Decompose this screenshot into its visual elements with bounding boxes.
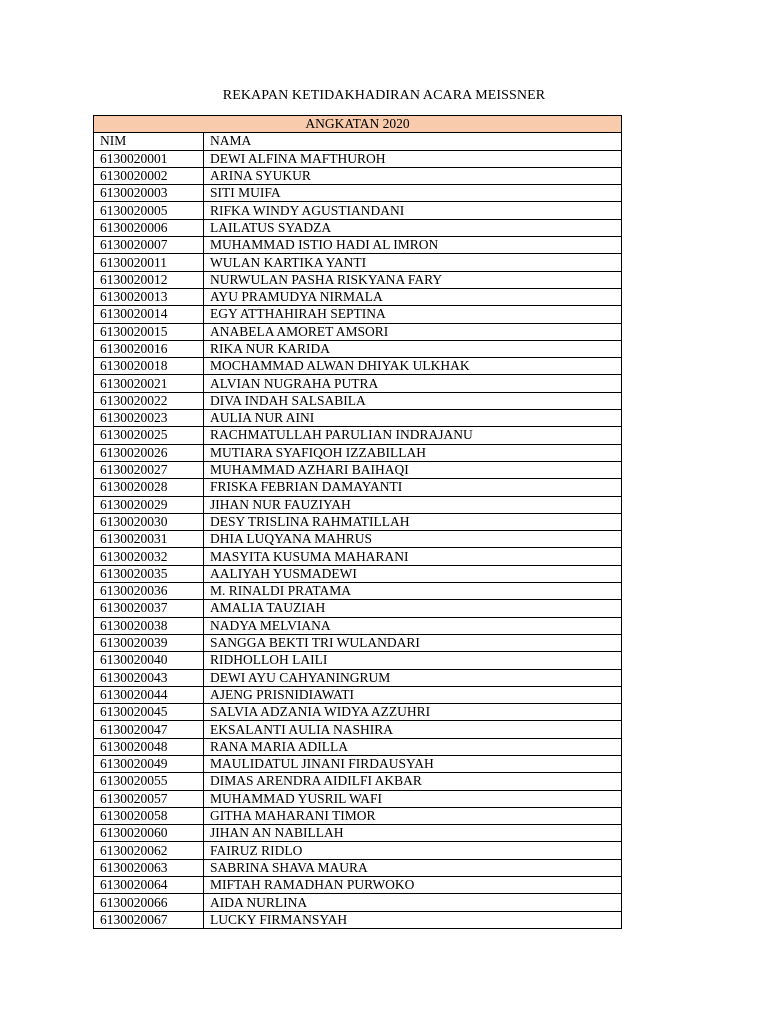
nim-cell: 6130020016	[94, 340, 204, 357]
nim-cell: 6130020026	[94, 444, 204, 461]
table-row	[94, 479, 622, 496]
nim-cell: 6130020021	[94, 375, 204, 392]
table-row	[94, 669, 622, 686]
nama-cell: ALVIAN NUGRAHA PUTRA	[204, 375, 622, 392]
nama-cell: AJENG PRISNIDIAWATI	[204, 686, 622, 703]
table-row	[94, 704, 622, 721]
group-header: ANGKATAN 2020	[94, 116, 622, 133]
nim-cell: 6130020040	[94, 652, 204, 669]
nama-cell: DESY TRISLINA RAHMATILLAH	[204, 513, 622, 530]
nim-cell: 6130020025	[94, 427, 204, 444]
nama-cell: RANA MARIA ADILLA	[204, 738, 622, 755]
table-row	[94, 790, 622, 807]
table-row	[94, 617, 622, 634]
column-header-nim: NIM	[94, 133, 204, 150]
nim-cell: 6130020030	[94, 513, 204, 530]
nama-cell: AMALIA TAUZIAH	[204, 600, 622, 617]
nim-cell: 6130020036	[94, 583, 204, 600]
table-row	[94, 219, 622, 236]
nim-cell: 6130020028	[94, 479, 204, 496]
nama-cell: RIFKA WINDY AGUSTIANDANI	[204, 202, 622, 219]
table-row	[94, 461, 622, 478]
table-row	[94, 496, 622, 513]
nim-cell: 6130020047	[94, 721, 204, 738]
nama-cell: AALIYAH YUSMADEWI	[204, 565, 622, 582]
nim-cell: 6130020007	[94, 237, 204, 254]
table-row	[94, 548, 622, 565]
nim-cell: 6130020032	[94, 548, 204, 565]
nama-cell: DIVA INDAH SALSABILA	[204, 392, 622, 409]
table-row	[94, 410, 622, 427]
nama-cell: EGY ATTHAHIRAH SEPTINA	[204, 306, 622, 323]
nama-cell: ANABELA AMORET AMSORI	[204, 323, 622, 340]
nama-cell: RIKA NUR KARIDA	[204, 340, 622, 357]
nim-cell: 6130020012	[94, 271, 204, 288]
table-body	[94, 150, 622, 928]
nama-cell: FAIRUZ RIDLO	[204, 842, 622, 859]
nama-cell: DIMAS ARENDRA AIDILFI AKBAR	[204, 773, 622, 790]
table-row	[94, 427, 622, 444]
table-row	[94, 358, 622, 375]
table-row	[94, 513, 622, 530]
nama-cell: MUHAMMAD ISTIO HADI AL IMRON	[204, 237, 622, 254]
nama-cell: MIFTAH RAMADHAN PURWOKO	[204, 877, 622, 894]
nim-cell: 6130020035	[94, 565, 204, 582]
nim-cell: 6130020015	[94, 323, 204, 340]
table-row	[94, 444, 622, 461]
nama-cell: SABRINA SHAVA MAURA	[204, 859, 622, 876]
nama-cell: NURWULAN PASHA RISKYANA FARY	[204, 271, 622, 288]
table-row	[94, 167, 622, 184]
nama-cell: AYU PRAMUDYA NIRMALA	[204, 288, 622, 305]
table-row	[94, 306, 622, 323]
attendance-table	[93, 115, 622, 929]
nim-cell: 6130020029	[94, 496, 204, 513]
table-row	[94, 375, 622, 392]
nim-cell: 6130020031	[94, 531, 204, 548]
nim-cell: 6130020005	[94, 202, 204, 219]
nim-cell: 6130020003	[94, 185, 204, 202]
nama-cell: NADYA MELVIANA	[204, 617, 622, 634]
nim-cell: 6130020049	[94, 755, 204, 772]
nama-cell: ARINA SYUKUR	[204, 167, 622, 184]
nama-cell: SANGGA BEKTI TRI WULANDARI	[204, 634, 622, 651]
nim-cell: 6130020058	[94, 807, 204, 824]
nim-cell: 6130020011	[94, 254, 204, 271]
nama-cell: GITHA MAHARANI TIMOR	[204, 807, 622, 824]
nim-cell: 6130020055	[94, 773, 204, 790]
table-row	[94, 531, 622, 548]
table-row	[94, 652, 622, 669]
nim-cell: 6130020062	[94, 842, 204, 859]
nim-cell: 6130020038	[94, 617, 204, 634]
table-row	[94, 288, 622, 305]
nim-cell: 6130020002	[94, 167, 204, 184]
page-title: REKAPAN KETIDAKHADIRAN ACARA MEISSNER	[222, 88, 546, 103]
table-row	[94, 392, 622, 409]
nama-cell: AULIA NUR AINI	[204, 410, 622, 427]
nama-cell: MUHAMMAD AZHARI BAIHAQI	[204, 461, 622, 478]
nim-cell: 6130020027	[94, 461, 204, 478]
nama-cell: SITI MUIFA	[204, 185, 622, 202]
table-row	[94, 340, 622, 357]
nim-cell: 6130020063	[94, 859, 204, 876]
nama-cell: MAULIDATUL JINANI FIRDAUSYAH	[204, 755, 622, 772]
nama-cell: EKSALANTI AULIA NASHIRA	[204, 721, 622, 738]
nama-cell: DEWI AYU CAHYANINGRUM	[204, 669, 622, 686]
nim-cell: 6130020039	[94, 634, 204, 651]
nim-cell: 6130020001	[94, 150, 204, 167]
table-row	[94, 807, 622, 824]
nama-cell: MASYITA KUSUMA MAHARANI	[204, 548, 622, 565]
nim-cell: 6130020067	[94, 911, 204, 928]
table-row	[94, 825, 622, 842]
nama-cell: WULAN KARTIKA YANTI	[204, 254, 622, 271]
nim-cell: 6130020045	[94, 704, 204, 721]
nim-cell: 6130020013	[94, 288, 204, 305]
table-row	[94, 721, 622, 738]
table-row	[94, 583, 622, 600]
nim-cell: 6130020022	[94, 392, 204, 409]
nama-cell: AIDA NURLINA	[204, 894, 622, 911]
nama-cell: MUTIARA SYAFIQOH IZZABILLAH	[204, 444, 622, 461]
nama-cell: SALVIA ADZANIA WIDYA AZZUHRI	[204, 704, 622, 721]
table-row	[94, 185, 622, 202]
nama-cell: LAILATUS SYADZA	[204, 219, 622, 236]
table-row	[94, 254, 622, 271]
nama-cell: M. RINALDI PRATAMA	[204, 583, 622, 600]
nama-cell: DHIA LUQYANA MAHRUS	[204, 531, 622, 548]
nim-cell: 6130020023	[94, 410, 204, 427]
nama-cell: RACHMATULLAH PARULIAN INDRAJANU	[204, 427, 622, 444]
column-header-nama: NAMA	[204, 133, 622, 150]
table-row	[94, 323, 622, 340]
nim-cell: 6130020006	[94, 219, 204, 236]
nama-cell: LUCKY FIRMANSYAH	[204, 911, 622, 928]
table-row	[94, 237, 622, 254]
nim-cell: 6130020066	[94, 894, 204, 911]
table-row	[94, 773, 622, 790]
nama-cell: JIHAN AN NABILLAH	[204, 825, 622, 842]
table-row	[94, 150, 622, 167]
nama-cell: FRISKA FEBRIAN DAMAYANTI	[204, 479, 622, 496]
table-row	[94, 634, 622, 651]
table-row	[94, 842, 622, 859]
nim-cell: 6130020044	[94, 686, 204, 703]
table-row	[94, 271, 622, 288]
nim-cell: 6130020057	[94, 790, 204, 807]
nama-cell: JIHAN NUR FAUZIYAH	[204, 496, 622, 513]
table-row	[94, 755, 622, 772]
nim-cell: 6130020037	[94, 600, 204, 617]
nama-cell: DEWI ALFINA MAFTHUROH	[204, 150, 622, 167]
table-row	[94, 565, 622, 582]
table-row	[94, 600, 622, 617]
nama-cell: MOCHAMMAD ALWAN DHIYAK ULKHAK	[204, 358, 622, 375]
table-row	[94, 859, 622, 876]
group-header-row	[94, 116, 622, 133]
nim-cell: 6130020064	[94, 877, 204, 894]
nama-cell: RIDHOLLOH LAILI	[204, 652, 622, 669]
nim-cell: 6130020018	[94, 358, 204, 375]
table-row	[94, 202, 622, 219]
nama-cell: MUHAMMAD YUSRIL WAFI	[204, 790, 622, 807]
table-row	[94, 877, 622, 894]
table-row	[94, 686, 622, 703]
nim-cell: 6130020060	[94, 825, 204, 842]
nim-cell: 6130020014	[94, 306, 204, 323]
nim-cell: 6130020048	[94, 738, 204, 755]
column-header-row	[94, 133, 622, 150]
table-row	[94, 738, 622, 755]
table-row	[94, 894, 622, 911]
table-row	[94, 911, 622, 928]
nim-cell: 6130020043	[94, 669, 204, 686]
